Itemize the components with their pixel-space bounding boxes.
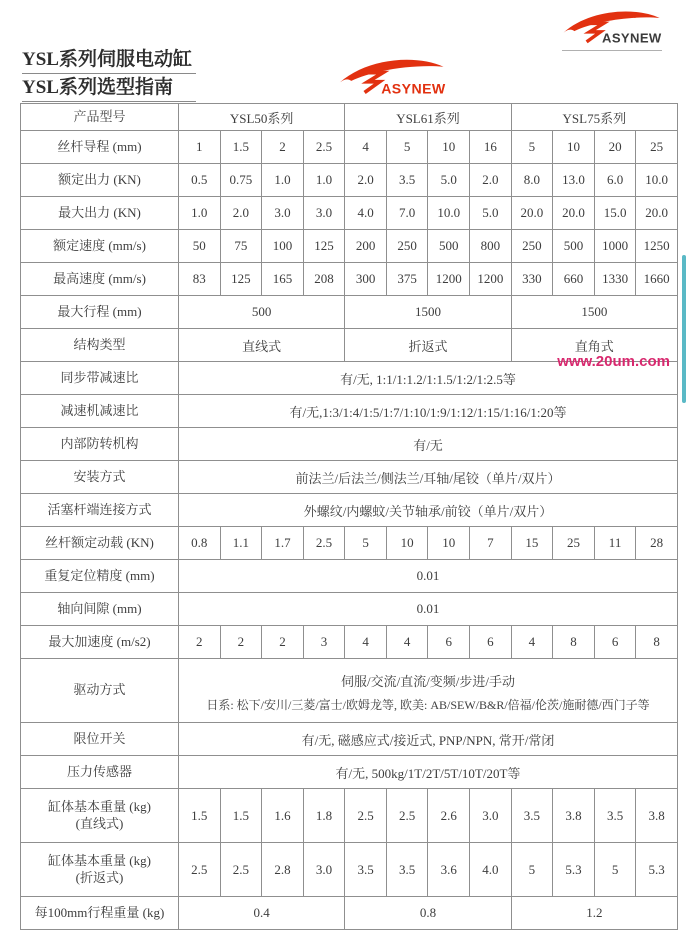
row-label: 安装方式 [73,468,126,484]
spec-cell: 2.6 [428,789,470,843]
spec-cell: 7.0 [386,197,428,230]
spec-cell: 0.8 [345,897,511,930]
table-row [21,593,678,626]
spec-cell: 83 [179,263,221,296]
spec-cell: 1330 [594,263,636,296]
spec-cell [179,659,678,723]
spec-cell: 1200 [470,263,512,296]
table-row [21,494,678,527]
spec-cell: 20 [594,131,636,164]
spec-cell: 4 [511,626,553,659]
table-row [21,263,678,296]
row-label: 重复定位精度 (mm) [44,567,155,583]
brand-logo-center [338,56,446,99]
spec-cell: 1.5 [220,789,262,843]
table-row [21,164,678,197]
spec-cell: 8 [636,626,678,659]
spec-cell: 125 [220,263,262,296]
spec-cell: 1.0 [303,164,345,197]
table-row [21,428,678,461]
spec-cell: 2.5 [345,789,387,843]
row-label-cell [21,659,179,723]
spec-cell: 10 [428,527,470,560]
row-label: 压力传感器 [66,763,132,779]
spec-cell: 1.7 [262,527,304,560]
spec-cell: 25 [636,131,678,164]
spec-cell: 330 [511,263,553,296]
spec-cell: 有/无, 500kg/1T/2T/5T/10T/20T等 [179,756,678,789]
spec-cell: 1.1 [220,527,262,560]
table-row [21,230,678,263]
logo-stylized-e-icon [587,23,604,41]
spec-cell: 20.0 [511,197,553,230]
spec-cell: 3.8 [553,789,595,843]
brand-logo-top-right [562,8,662,51]
series-group-header: YSL50系列 [179,104,345,131]
spec-cell: 16 [470,131,512,164]
spec-cell: 2.0 [345,164,387,197]
spec-cell: 3.0 [262,197,304,230]
spec-cell: 2 [262,131,304,164]
spec-cell: 10 [428,131,470,164]
right-edge-bar [682,255,686,403]
row-label: 最大行程 (mm) [57,303,142,319]
row-label-cell [21,164,179,197]
spec-cell: 8.0 [511,164,553,197]
spec-cell: 1660 [636,263,678,296]
spec-cell: 25 [553,527,595,560]
table-row [21,395,678,428]
row-label-cell [21,230,179,263]
row-label-cell [21,296,179,329]
spec-cell: 11 [594,527,636,560]
spec-cell: 前法兰/后法兰/侧法兰/耳轴/尾铰（单片/双片） [179,461,678,494]
spec-cell: 直线式 [179,329,345,362]
spec-cell: 1.0 [262,164,304,197]
row-label: 额定出力 (KN) [58,171,141,187]
spec-cell: 500 [428,230,470,263]
row-label: 结构类型 [73,336,126,352]
spec-cell: 165 [262,263,304,296]
row-label-cell [21,560,179,593]
row-label-cell [21,789,179,843]
spec-cell: 3.5 [386,843,428,897]
row-label: 缸体基本重量 (kg) [48,853,151,869]
row-label-cell [21,461,179,494]
row-label-cell [21,197,179,230]
spec-cell: 1.0 [179,197,221,230]
spec-cell: 8 [553,626,595,659]
row-label-cell [21,263,179,296]
logo-swoosh-icon [564,11,660,32]
watermark-url: www.20um.com [557,353,670,370]
spec-cell: 有/无 [179,428,678,461]
spec-cell: 6 [470,626,512,659]
spec-cell: 4 [345,131,387,164]
easynew-logo-icon [338,56,446,99]
spec-cell: 125 [303,230,345,263]
spec-cell: 有/无, 1:1/1:1.2/1:1.5/1:2/1:2.5等 [179,362,678,395]
row-label-cell [21,897,179,930]
spec-cell: 3.0 [303,843,345,897]
spec-cell: 1000 [594,230,636,263]
spec-cell: 1.8 [303,789,345,843]
row-label: 减速机减速比 [60,402,139,418]
spec-cell: 2.0 [220,197,262,230]
spec-cell: 3.0 [470,789,512,843]
row-label-cell [21,428,179,461]
spec-cell: 0.8 [179,527,221,560]
spec-cell: 1500 [511,296,677,329]
spec-cell: 3 [303,626,345,659]
spec-cell: 有/无,1:3/1:4/1:5/1:7/1:10/1:9/1:12/1:15/1:16/1:20等 [179,395,678,428]
spec-table [20,103,678,930]
spec-cell: 0.01 [179,560,678,593]
spec-cell: 1 [179,131,221,164]
spec-cell: 2.5 [220,843,262,897]
row-label: 限位开关 [73,730,126,746]
series-group-header: YSL75系列 [511,104,677,131]
spec-cell: 2.0 [470,164,512,197]
spec-cell: 1.2 [511,897,677,930]
series-group-header: YSL61系列 [345,104,511,131]
spec-cell: 4.0 [470,843,512,897]
table-row [21,843,678,897]
spec-cell: 3.5 [511,789,553,843]
row-label-cell [21,593,179,626]
spec-cell: 10.0 [428,197,470,230]
spec-cell: 7 [470,527,512,560]
row-label: 丝杆导程 (mm) [57,138,142,154]
row-label-cell [21,527,179,560]
table-row [21,131,678,164]
spec-cell: 75 [220,230,262,263]
row-label-cell [21,723,179,756]
table-header-row [21,104,678,131]
spec-cell: 250 [511,230,553,263]
spec-cell: 15.0 [594,197,636,230]
logo-underline [562,50,662,51]
spec-cell: 有/无, 磁感应式/接近式, PNP/NPN, 常开/常闭 [179,723,678,756]
spec-cell: 15 [511,527,553,560]
spec-cell: 折返式 [345,329,511,362]
spec-cell: 3.5 [386,164,428,197]
spec-cell: 4 [386,626,428,659]
table-row [21,197,678,230]
spec-cell: 300 [345,263,387,296]
spec-cell: 5 [594,843,636,897]
table-row [21,527,678,560]
table-row [21,897,678,930]
row-label: 最高速度 (mm/s) [53,270,146,286]
spec-cell: 3.5 [594,789,636,843]
spec-cell: 1.5 [179,789,221,843]
spec-cell: 2.8 [262,843,304,897]
spec-cell: 10.0 [636,164,678,197]
spec-cell: 2.5 [179,843,221,897]
spec-cell: 2.5 [386,789,428,843]
spec-cell: 2.5 [303,527,345,560]
easynew-logo-icon [562,8,662,48]
spec-cell: 10 [553,131,595,164]
row-label-cell [21,362,179,395]
row-label-cell [21,395,179,428]
spec-cell-line: 伺服/交流/直流/变频/步进/手动 [340,673,516,689]
row-label-line2: (直线式) [75,815,124,831]
spec-cell: 100 [262,230,304,263]
spec-cell: 2.5 [303,131,345,164]
page-subtitle: YSL系列选型指南 [22,78,196,102]
table-row [21,461,678,494]
page-titles [22,50,196,106]
spec-cell: 直角式 [511,329,677,362]
table-row [21,296,678,329]
spec-cell: 800 [470,230,512,263]
logo-stylized-e-icon [365,73,383,93]
spec-cell: 5 [511,131,553,164]
spec-cell: 1250 [636,230,678,263]
logo-wordmark: ASYNEW [381,80,446,97]
spec-cell: 208 [303,263,345,296]
table-row [21,723,678,756]
table-row [21,756,678,789]
row-label-line2: (折返式) [75,869,124,885]
row-label-cell [21,131,179,164]
spec-cell: 20.0 [553,197,595,230]
row-label: 最大出力 (KN) [58,204,141,220]
spec-cell: 6 [428,626,470,659]
spec-cell: 0.75 [220,164,262,197]
spec-cell: 1200 [428,263,470,296]
spec-cell: 1500 [345,296,511,329]
spec-cell: 2 [179,626,221,659]
table-row [21,560,678,593]
spec-cell: 外螺纹/内螺蚊/关节轴承/前铰（单片/双片） [179,494,678,527]
page-title: YSL系列伺服电动缸 [22,50,196,74]
spec-cell: 5.0 [470,197,512,230]
spec-cell: 200 [345,230,387,263]
spec-cell: 500 [179,296,345,329]
spec-cell: 10 [386,527,428,560]
spec-cell: 3.5 [345,843,387,897]
spec-cell: 6 [594,626,636,659]
row-label: 活塞杆端连接方式 [47,501,152,517]
spec-cell: 1.6 [262,789,304,843]
spec-cell: 50 [179,230,221,263]
row-label-cell [21,843,179,897]
spec-cell: 20.0 [636,197,678,230]
row-label: 驱动方式 [73,682,126,698]
row-label: 额定速度 (mm/s) [53,237,146,253]
table-row [21,659,678,723]
logo-swoosh-icon [340,60,444,83]
spec-cell: 3.6 [428,843,470,897]
spec-cell: 2 [220,626,262,659]
row-label: 缸体基本重量 (kg) [48,799,151,815]
spec-cell: 0.4 [179,897,345,930]
spec-cell: 1.5 [220,131,262,164]
row-label-cell [21,756,179,789]
row-label: 丝杆额定动载 (KN) [45,534,154,550]
spec-cell: 28 [636,527,678,560]
spec-cell: 6.0 [594,164,636,197]
row-label-cell [21,329,179,362]
spec-cell: 3.0 [303,197,345,230]
spec-cell: 2 [262,626,304,659]
row-label: 内部防转机构 [60,435,139,451]
spec-cell: 5.0 [428,164,470,197]
spec-cell: 5.3 [553,843,595,897]
spec-cell: 13.0 [553,164,595,197]
spec-cell: 500 [553,230,595,263]
row-label: 轴向间隙 (mm) [57,600,142,616]
header-label-cell: 产品型号 [21,104,179,131]
spec-cell: 5 [511,843,553,897]
spec-cell: 0.01 [179,593,678,626]
spec-cell: 660 [553,263,595,296]
spec-cell: 375 [386,263,428,296]
table-row [21,626,678,659]
spec-cell: 4 [345,626,387,659]
row-label: 最大加速度 (m/s2) [48,633,151,649]
spec-cell: 250 [386,230,428,263]
spec-cell: 0.5 [179,164,221,197]
spec-cell: 5 [386,131,428,164]
spec-cell-line: 日系: 松下/安川/三菱/富士/欧姆龙等, 欧美: AB/SEW/B&R/倍福/伦茨/施耐德/西门子等 [206,697,650,712]
row-label: 同步带减速比 [60,369,139,385]
spec-cell: 3.8 [636,789,678,843]
logo-wordmark: ASYNEW [602,30,662,46]
spec-cell: 5 [345,527,387,560]
row-label: 每100mm行程重量 (kg) [34,904,165,920]
row-label-cell [21,626,179,659]
table-row [21,789,678,843]
spec-cell: 4.0 [345,197,387,230]
row-label-cell [21,494,179,527]
spec-cell: 5.3 [636,843,678,897]
